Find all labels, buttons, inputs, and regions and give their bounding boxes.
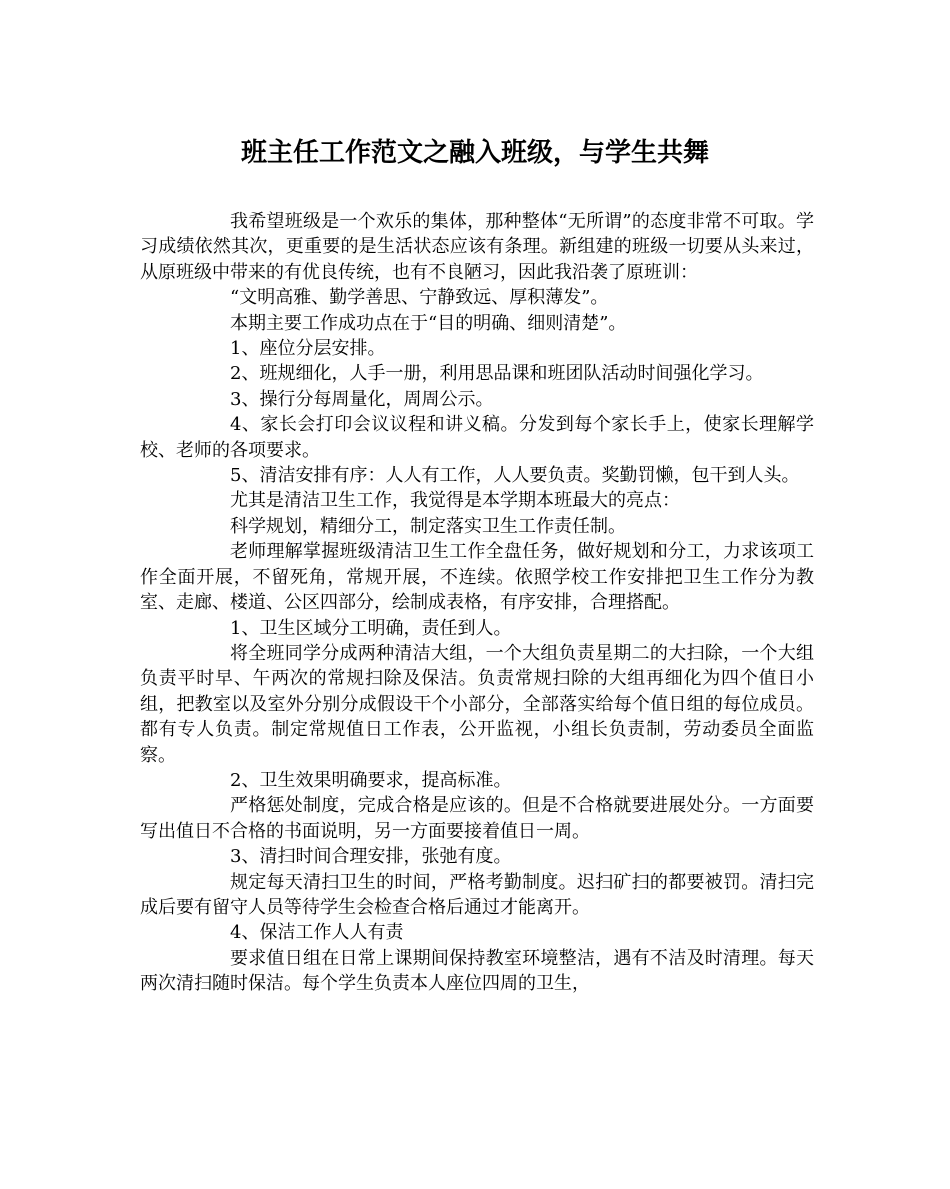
paragraph: 2、班规细化，人手一册，利用思品课和班团队活动时间强化学习。: [230, 363, 764, 385]
paragraph: 尤其是清洁卫生工作，我觉得是本学期本班最大的亮点：: [230, 490, 680, 512]
paragraph: 本期主要工作成功点在于“目的明确、细则清楚”。: [230, 312, 627, 334]
paragraph: 我希望班级是一个欢乐的集体，那种整体“无所谓”的态度非常不可取。学习成绩依然其次，更重要的是生活状态应该有条理。新组建的班级一切要从头来过，从原班级中带来的有优良传统，也有不良陋习，因此我沿袭了原班训：: [140, 211, 814, 283]
paragraph: 老师理解掌握班级清洁卫生工作全盘任务，做好规划和分工，力求该项工作全面开展，不留死角，常规开展，不连续。依照学校工作安排把卫生工作分为教室、走廊、楼道、公区四部分，绘制成表格，有序安排，合理搭配。: [140, 541, 814, 614]
paragraph: 3、操行分每周量化，周周公示。: [230, 388, 494, 410]
paragraph: 要求值日组在日常上课期间保持教室环境整洁，遇有不洁及时清理。每天两次清扫随时保洁。每个学生负责本人座位四周的卫生，: [140, 947, 814, 995]
paragraph: 规定每天清扫卫生的时间，严格考勤制度。迟扫矿扫的都要被罚。清扫完成后要有留守人员等待学生会检查合格后通过才能离开。: [140, 871, 814, 918]
paragraph: 严格惩处制度，完成合格是应该的。但是不合格就要进展处分。一方面要写出值日不合格的书面说明，另一方面要接着值日一周。: [140, 795, 814, 842]
paragraph: 5、清洁安排有序：人人有工作，人人要负责。奖勤罚懒，包干到人头。: [230, 465, 800, 487]
paragraph: 1、座位分层安排。: [230, 338, 386, 360]
paragraph: 4、家长会打印会议议程和讲义稿。分发到每个家长手上，使家长理解学校、老师的各项要求。: [140, 414, 814, 461]
paragraph: 1、卫生区域分工明确，责任到人。: [230, 617, 512, 639]
paragraph: 将全班同学分成两种清洁大组，一个大组负责星期二的大扫除，一个大组负责平时早、午两次的常规扫除及保洁。负责常规扫除的大组再细化为四个值日小组，把教室以及室外分别分成假设干个小部分，全部落实给每个值日组的每位成员。都有专人负责。制定常规值日工作表，公开监视，小组长负责制，劳动委员全面监察。: [140, 642, 814, 766]
document-body: [140, 209, 814, 997]
paragraph: 3、清扫时间合理安排，张弛有度。: [230, 846, 512, 868]
paragraph: 科学规划，精细分工，制定落实卫生工作责任制。: [230, 515, 626, 537]
paragraph: 2、卫生效果明确要求，提高标准。: [230, 769, 512, 791]
paragraph: “文明高雅、勤学善思、宁静致远、厚积薄发”。: [230, 287, 609, 309]
paragraph: 4、保洁工作人人有责: [230, 922, 404, 944]
document-title: 班主任工作范文之融入班级，与学生共舞: [240, 138, 709, 168]
